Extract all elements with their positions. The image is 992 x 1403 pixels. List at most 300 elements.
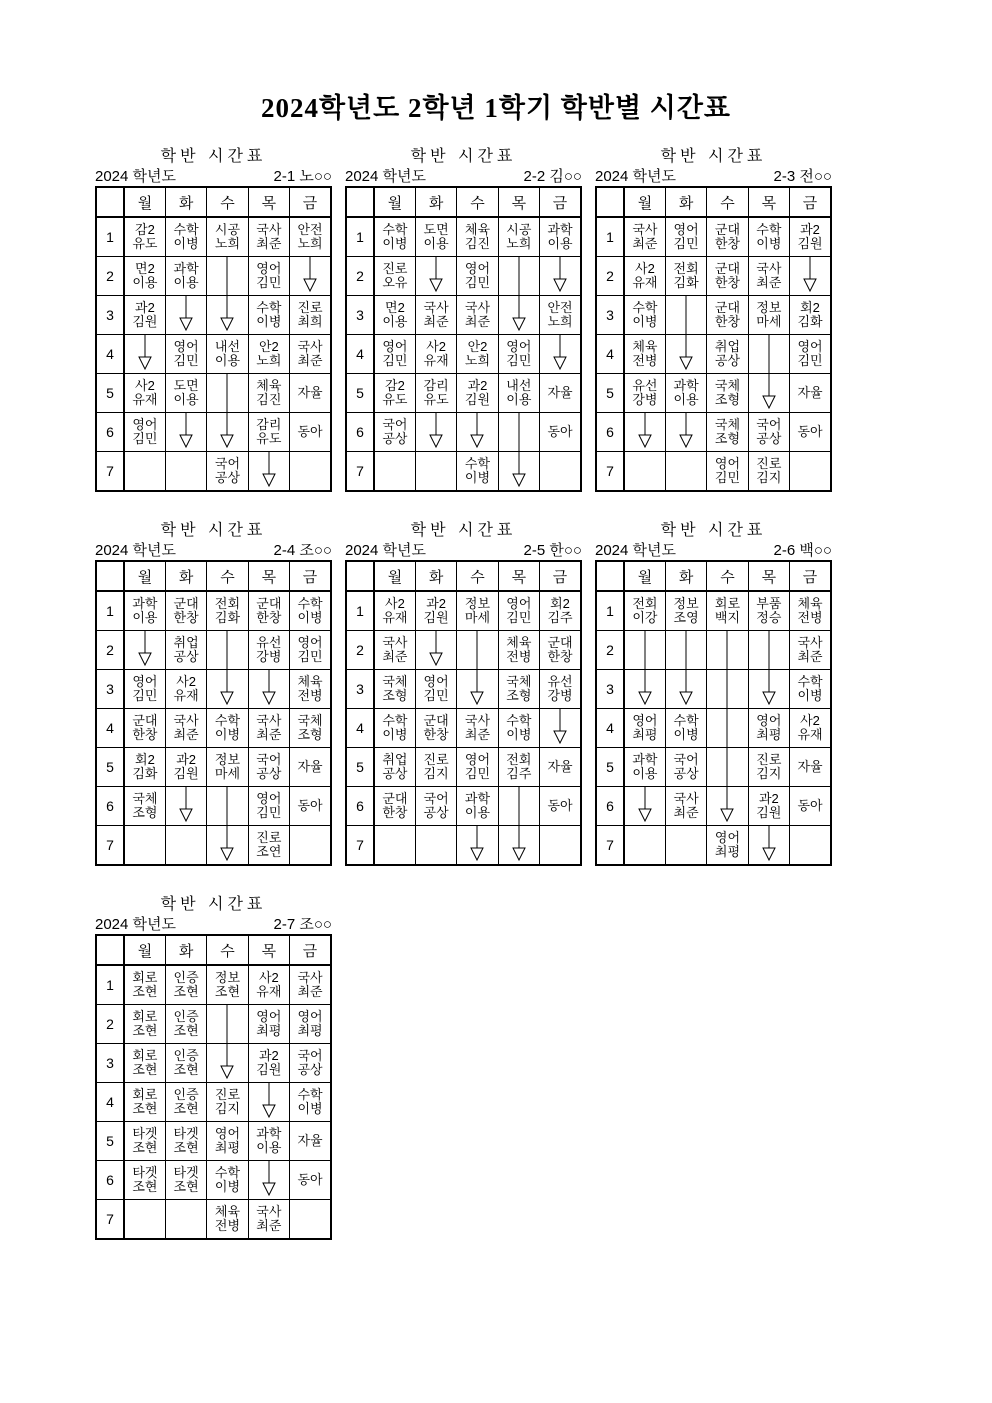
cell-text-line: 국어 xyxy=(673,752,699,767)
timetable-row xyxy=(346,670,581,709)
cell-text-line: 영어 xyxy=(382,339,408,354)
timetable-cell xyxy=(248,257,289,296)
continuation-arrow-icon xyxy=(511,826,527,864)
cell-text-line: 국사 xyxy=(256,222,282,237)
cell-text-line: 공상 xyxy=(382,431,408,446)
cell-text-line: 수학 xyxy=(214,1165,241,1180)
timetable-cell xyxy=(707,591,748,631)
cell-text-line: 과학 xyxy=(464,791,491,806)
corner-cell xyxy=(346,187,374,217)
period-number: 4 xyxy=(96,1083,124,1122)
cell-text-line: 조형 xyxy=(132,805,158,820)
timetable-cell-empty xyxy=(290,826,331,866)
cell-text-line: 면2 xyxy=(385,300,405,315)
cell-text-line: 사2 xyxy=(426,339,446,354)
timetable-cell-continuation xyxy=(665,670,706,709)
timetable-cell xyxy=(290,748,331,787)
timetable-cell xyxy=(374,335,415,374)
period-number: 1 xyxy=(596,217,624,257)
cell-text-line: 면2 xyxy=(135,261,155,276)
cell-text-line: 내선 xyxy=(214,339,241,354)
cell-text-line: 전병 xyxy=(506,649,532,664)
class-label: 2-2 김○○ xyxy=(523,168,582,185)
cell-text-line: 이용 xyxy=(173,275,199,290)
period-number: 1 xyxy=(96,217,124,257)
timetable-cell xyxy=(290,1005,331,1044)
timetable-row xyxy=(96,452,331,492)
continuation-line xyxy=(637,631,653,669)
cell-text-line: 수학 xyxy=(632,300,658,315)
timetable-row xyxy=(596,709,831,748)
timetable-cell-empty xyxy=(374,452,415,492)
cell-text-line: 최준 xyxy=(423,314,449,329)
day-header: 금 xyxy=(540,187,581,217)
cell-text-line: 유재 xyxy=(797,727,823,742)
timetable-cell-empty xyxy=(124,1200,165,1240)
continuation-arrow-icon xyxy=(678,670,694,708)
cell-text-line: 국사 xyxy=(756,261,782,276)
cell-text-line: 김민 xyxy=(506,353,532,368)
timetable-cell xyxy=(165,1044,206,1083)
timetable-cell-empty xyxy=(124,826,165,866)
cell-text-line: 영어 xyxy=(756,713,782,728)
period-number: 1 xyxy=(96,591,124,631)
cell-text-line: 이강 xyxy=(632,610,658,625)
cell-text-line: 영어 xyxy=(714,830,741,845)
period-number: 4 xyxy=(596,709,624,748)
timetable-row xyxy=(596,631,831,670)
timetable-cell-continuation xyxy=(707,670,748,709)
cell-text-line: 영어 xyxy=(256,1009,282,1024)
cell-text-line: 공상 xyxy=(382,766,408,781)
cell-text-line: 이병 xyxy=(382,236,408,251)
day-header: 화 xyxy=(415,561,456,591)
timetable-cell xyxy=(415,709,456,748)
continuation-line xyxy=(761,335,777,373)
cell-text-line: 백지 xyxy=(714,610,741,625)
timetable-row xyxy=(96,670,331,709)
day-header: 금 xyxy=(290,935,331,965)
continuation-line xyxy=(719,631,735,669)
cell-text-line: 사2 xyxy=(635,261,655,276)
cell-text-line: 국체 xyxy=(714,417,741,432)
timetable-cell-empty xyxy=(624,452,665,492)
cell-text-line: 최평 xyxy=(756,727,782,742)
timetable-cell xyxy=(290,787,331,826)
cell-text-line: 회로 xyxy=(132,1009,158,1024)
timetable-cell xyxy=(624,591,665,631)
cell-text-line: 최준 xyxy=(256,236,282,251)
cell-text-line: 강병 xyxy=(632,392,658,407)
day-header: 수 xyxy=(457,561,498,591)
timetable-subheading xyxy=(95,542,332,560)
timetable-cell-continuation xyxy=(748,631,789,670)
timetable-cell xyxy=(207,1200,248,1240)
cell-text-line: 회2 xyxy=(135,752,155,767)
timetable-cell xyxy=(207,748,248,787)
timetable-cell-continuation xyxy=(624,413,665,452)
timetable-cell-continuation xyxy=(207,670,248,709)
timetable-cell xyxy=(457,374,498,413)
timetable-5 xyxy=(345,521,582,866)
continuation-arrow-icon xyxy=(511,296,527,334)
cell-text-line: 이용 xyxy=(506,392,532,407)
cell-text-line: 과2 xyxy=(800,222,820,237)
day-header-row xyxy=(346,561,581,591)
cell-text-line: 김민 xyxy=(673,236,699,251)
cell-text-line: 김진 xyxy=(256,392,282,407)
timetable-cell xyxy=(248,296,289,335)
continuation-arrow-icon xyxy=(219,826,235,864)
timetable-cell xyxy=(665,217,706,257)
cell-text-line: 한창 xyxy=(256,610,282,625)
cell-text-line: 김민 xyxy=(506,610,532,625)
day-header-row xyxy=(96,935,331,965)
cell-text-line: 공상 xyxy=(423,805,449,820)
timetable-cell-continuation xyxy=(290,257,331,296)
timetable-row xyxy=(346,826,581,866)
cell-text-line: 정보 xyxy=(756,300,782,315)
day-header: 수 xyxy=(207,561,248,591)
period-number: 4 xyxy=(596,335,624,374)
timetable-cell xyxy=(248,709,289,748)
cell-text-line: 수학 xyxy=(382,222,408,237)
timetable-grid xyxy=(345,560,582,866)
cell-text-line: 수학 xyxy=(256,300,282,315)
day-header: 수 xyxy=(457,187,498,217)
cell-text-line: 자율 xyxy=(547,759,573,774)
cell-text-line: 정보 xyxy=(673,596,699,611)
timetable-row xyxy=(346,257,581,296)
cell-text-line: 조현 xyxy=(173,1179,199,1194)
year-label: 2024 학년도 xyxy=(95,916,177,933)
continuation-arrow-icon xyxy=(261,1161,277,1199)
timetable-cell-continuation xyxy=(498,413,539,452)
continuation-line xyxy=(511,413,527,451)
cell-text-line: 조현 xyxy=(132,984,158,999)
cell-text-line: 최준 xyxy=(173,727,199,742)
continuation-arrow-icon xyxy=(637,787,653,825)
timetable-cell xyxy=(374,217,415,257)
cell-text-line: 김민 xyxy=(464,275,491,290)
period-number: 3 xyxy=(346,296,374,335)
cell-text-line: 타겟 xyxy=(132,1165,158,1180)
cell-text-line: 이병 xyxy=(256,314,282,329)
timetable-cell xyxy=(165,374,206,413)
timetable-cell-empty xyxy=(165,826,206,866)
timetable-subheading xyxy=(595,168,832,186)
timetable-row xyxy=(596,826,831,866)
timetable-cell-empty xyxy=(665,452,706,492)
day-header: 수 xyxy=(207,187,248,217)
timetable-cell xyxy=(374,257,415,296)
timetable-cell-continuation xyxy=(207,374,248,413)
timetable-cell xyxy=(707,257,748,296)
cell-text-line: 유도 xyxy=(382,392,408,407)
timetable-cell xyxy=(540,413,581,452)
period-number: 7 xyxy=(596,826,624,866)
cell-text-line: 조현 xyxy=(132,1101,158,1116)
class-label: 2-1 노○○ xyxy=(273,168,332,185)
timetable-cell xyxy=(207,591,248,631)
cell-text-line: 김진 xyxy=(464,236,491,251)
day-header-row xyxy=(596,561,831,591)
timetable-heading: 학반 시간표 xyxy=(160,896,267,913)
day-header: 금 xyxy=(290,561,331,591)
timetable-cell xyxy=(248,748,289,787)
timetable-cell xyxy=(248,787,289,826)
cell-text-line: 최준 xyxy=(256,727,282,742)
cell-text-line: 체육 xyxy=(214,1204,241,1219)
cell-text-line: 김화 xyxy=(673,275,699,290)
continuation-line xyxy=(719,670,735,708)
cell-text-line: 군대 xyxy=(173,596,199,611)
day-header: 목 xyxy=(748,561,789,591)
timetable-row xyxy=(596,335,831,374)
timetable-grid xyxy=(95,934,332,1240)
cell-text-line: 조형 xyxy=(382,688,408,703)
period-number: 4 xyxy=(346,709,374,748)
timetable-row xyxy=(96,1083,331,1122)
cell-text-line: 정승 xyxy=(756,610,782,625)
timetable-subheading xyxy=(595,542,832,560)
cell-text-line: 유재 xyxy=(132,392,158,407)
cell-text-line: 타겟 xyxy=(132,1126,158,1141)
cell-text-line: 영어 xyxy=(297,635,323,650)
cell-text-line: 국어 xyxy=(297,1048,323,1063)
timetable-cell xyxy=(124,1005,165,1044)
corner-cell xyxy=(596,561,624,591)
timetable-cell xyxy=(207,335,248,374)
day-header: 월 xyxy=(624,561,665,591)
cell-text-line: 안전 xyxy=(297,222,323,237)
timetable-cell-continuation xyxy=(748,335,789,374)
cell-text-line: 이용 xyxy=(464,805,491,820)
timetable-cell xyxy=(624,296,665,335)
cell-text-line: 이병 xyxy=(506,727,532,742)
day-header: 월 xyxy=(624,187,665,217)
cell-text-line: 타겟 xyxy=(173,1126,199,1141)
timetable-cell xyxy=(165,257,206,296)
cell-text-line: 최평 xyxy=(256,1023,282,1038)
cell-text-line: 영어 xyxy=(714,456,741,471)
period-number: 4 xyxy=(96,709,124,748)
cell-text-line: 유도 xyxy=(423,392,449,407)
timetable-cell xyxy=(457,787,498,826)
timetable-cell-continuation xyxy=(790,257,831,296)
cell-text-line: 과학 xyxy=(547,222,573,237)
cell-text-line: 군대 xyxy=(382,791,408,806)
year-label: 2024 학년도 xyxy=(95,168,177,185)
cell-text-line: 인증 xyxy=(173,1048,199,1063)
continuation-line xyxy=(719,748,735,786)
timetable-cell xyxy=(374,787,415,826)
timetable-cell xyxy=(248,335,289,374)
timetable-row xyxy=(96,591,331,631)
timetable-cell xyxy=(540,591,581,631)
timetable-cell xyxy=(665,591,706,631)
timetable-cell xyxy=(748,217,789,257)
timetable-cell-empty xyxy=(374,826,415,866)
day-header: 월 xyxy=(124,187,165,217)
timetable-row xyxy=(596,296,831,335)
cell-text-line: 과2 xyxy=(467,378,488,393)
timetable-cell xyxy=(124,217,165,257)
cell-text-line: 도면 xyxy=(173,378,199,393)
cell-text-line: 이용 xyxy=(173,392,199,407)
cell-text-line: 자율 xyxy=(297,759,323,774)
timetable-cell xyxy=(290,591,331,631)
timetable-cell xyxy=(165,1005,206,1044)
timetable-cell xyxy=(415,217,456,257)
cell-text-line: 사2 xyxy=(258,970,279,985)
timetable-cell xyxy=(748,257,789,296)
day-header: 금 xyxy=(290,187,331,217)
cell-text-line: 조형 xyxy=(506,688,532,703)
timetable-cell xyxy=(665,257,706,296)
cell-text-line: 유재 xyxy=(256,984,282,999)
cell-text-line: 영어 xyxy=(506,339,532,354)
timetable-cell-continuation xyxy=(207,787,248,826)
year-label: 2024 학년도 xyxy=(595,542,677,559)
cell-text-line: 공상 xyxy=(173,649,199,664)
timetable-cell xyxy=(124,296,165,335)
timetable-cell xyxy=(124,965,165,1005)
cell-text-line: 이병 xyxy=(214,727,241,742)
cell-text-line: 김민 xyxy=(464,766,491,781)
day-header: 목 xyxy=(498,561,539,591)
timetable-cell xyxy=(165,709,206,748)
cell-text-line: 한창 xyxy=(132,727,158,742)
continuation-arrow-icon xyxy=(802,257,818,295)
cell-text-line: 부품 xyxy=(756,596,782,611)
continuation-arrow-icon xyxy=(302,257,318,295)
cell-text-line: 한창 xyxy=(547,649,573,664)
continuation-arrow-icon xyxy=(178,296,194,334)
cell-text-line: 강병 xyxy=(547,688,573,703)
cell-text-line: 조현 xyxy=(132,1062,158,1077)
cell-text-line: 전회 xyxy=(506,752,532,767)
timetable-heading: 학반 시간표 xyxy=(660,522,767,539)
timetable-row xyxy=(96,965,331,1005)
cell-text-line: 조현 xyxy=(132,1179,158,1194)
timetable-cell xyxy=(748,591,789,631)
timetable-row xyxy=(96,296,331,335)
cell-text-line: 이병 xyxy=(673,727,699,742)
cell-text-line: 영어 xyxy=(632,713,658,728)
cell-text-line: 김지 xyxy=(214,1101,241,1116)
cell-text-line: 영어 xyxy=(173,339,199,354)
cell-text-line: 노희 xyxy=(256,353,282,368)
cell-text-line: 영어 xyxy=(506,596,532,611)
cell-text-line: 동아 xyxy=(797,798,823,813)
timetable-cell xyxy=(248,217,289,257)
timetable-cell-empty xyxy=(415,452,456,492)
timetable-grid xyxy=(95,186,332,492)
class-label: 2-7 조○○ xyxy=(273,916,332,933)
timetable-cell xyxy=(290,631,331,670)
timetable-cell xyxy=(415,296,456,335)
cell-text-line: 국어 xyxy=(423,791,449,806)
day-header: 수 xyxy=(707,187,748,217)
cell-text-line: 김민 xyxy=(132,431,158,446)
timetable-cell xyxy=(790,787,831,826)
cell-text-line: 자율 xyxy=(797,759,823,774)
cell-text-line: 이병 xyxy=(797,688,823,703)
cell-text-line: 타겟 xyxy=(173,1165,199,1180)
cell-text-line: 군대 xyxy=(256,596,282,611)
timetable-cell xyxy=(498,631,539,670)
cell-text-line: 유재 xyxy=(423,353,449,368)
period-number: 5 xyxy=(96,374,124,413)
timetable-1 xyxy=(95,147,332,492)
cell-text-line: 김민 xyxy=(256,275,282,290)
timetable-row xyxy=(96,787,331,826)
timetable-row xyxy=(96,1161,331,1200)
timetable-cell-continuation xyxy=(624,787,665,826)
timetable-cell xyxy=(748,709,789,748)
period-number: 5 xyxy=(346,748,374,787)
continuation-arrow-icon xyxy=(261,452,277,490)
timetable-cell xyxy=(790,335,831,374)
cell-text-line: 최준 xyxy=(632,236,658,251)
period-number: 7 xyxy=(596,452,624,492)
timetable-cell xyxy=(457,709,498,748)
cell-text-line: 이용 xyxy=(132,275,158,290)
timetable-row xyxy=(596,452,831,492)
cell-text-line: 영어 xyxy=(423,674,449,689)
cell-text-line: 유재 xyxy=(173,688,199,703)
timetable-cell-continuation xyxy=(498,296,539,335)
timetable-cell xyxy=(540,217,581,257)
cell-text-line: 조현 xyxy=(214,984,241,999)
timetable-cell-empty xyxy=(290,1200,331,1240)
period-number: 5 xyxy=(596,748,624,787)
period-number: 2 xyxy=(96,257,124,296)
day-header: 월 xyxy=(374,187,415,217)
timetable-cell-empty xyxy=(415,826,456,866)
continuation-arrow-icon xyxy=(552,335,568,373)
cell-text-line: 진로 xyxy=(297,300,323,315)
cell-text-line: 김지 xyxy=(423,766,449,781)
timetable-cell-empty xyxy=(165,1200,206,1240)
cell-text-line: 동아 xyxy=(547,424,573,439)
timetable-cell xyxy=(790,709,831,748)
timetable-cell xyxy=(248,1122,289,1161)
cell-text-line: 최희 xyxy=(297,314,323,329)
timetable-row xyxy=(346,748,581,787)
cell-text-line: 회로 xyxy=(132,1087,158,1102)
cell-text-line: 과학 xyxy=(173,261,199,276)
timetable-cell-continuation xyxy=(707,709,748,748)
timetable-cell xyxy=(124,709,165,748)
period-number: 5 xyxy=(96,748,124,787)
cell-text-line: 체육 xyxy=(506,635,532,650)
timetable-subheading xyxy=(345,168,582,186)
cell-text-line: 유도 xyxy=(132,236,158,251)
period-number: 2 xyxy=(596,631,624,670)
timetable-cell-continuation xyxy=(457,826,498,866)
timetable-cell xyxy=(498,748,539,787)
cell-text-line: 자율 xyxy=(797,385,823,400)
timetable-cell xyxy=(124,257,165,296)
timetable-row xyxy=(346,591,581,631)
cell-text-line: 김주 xyxy=(547,610,573,625)
cell-text-line: 국체 xyxy=(714,378,741,393)
timetable-cell xyxy=(707,413,748,452)
timetable-cell xyxy=(665,709,706,748)
cell-text-line: 국체 xyxy=(382,674,408,689)
